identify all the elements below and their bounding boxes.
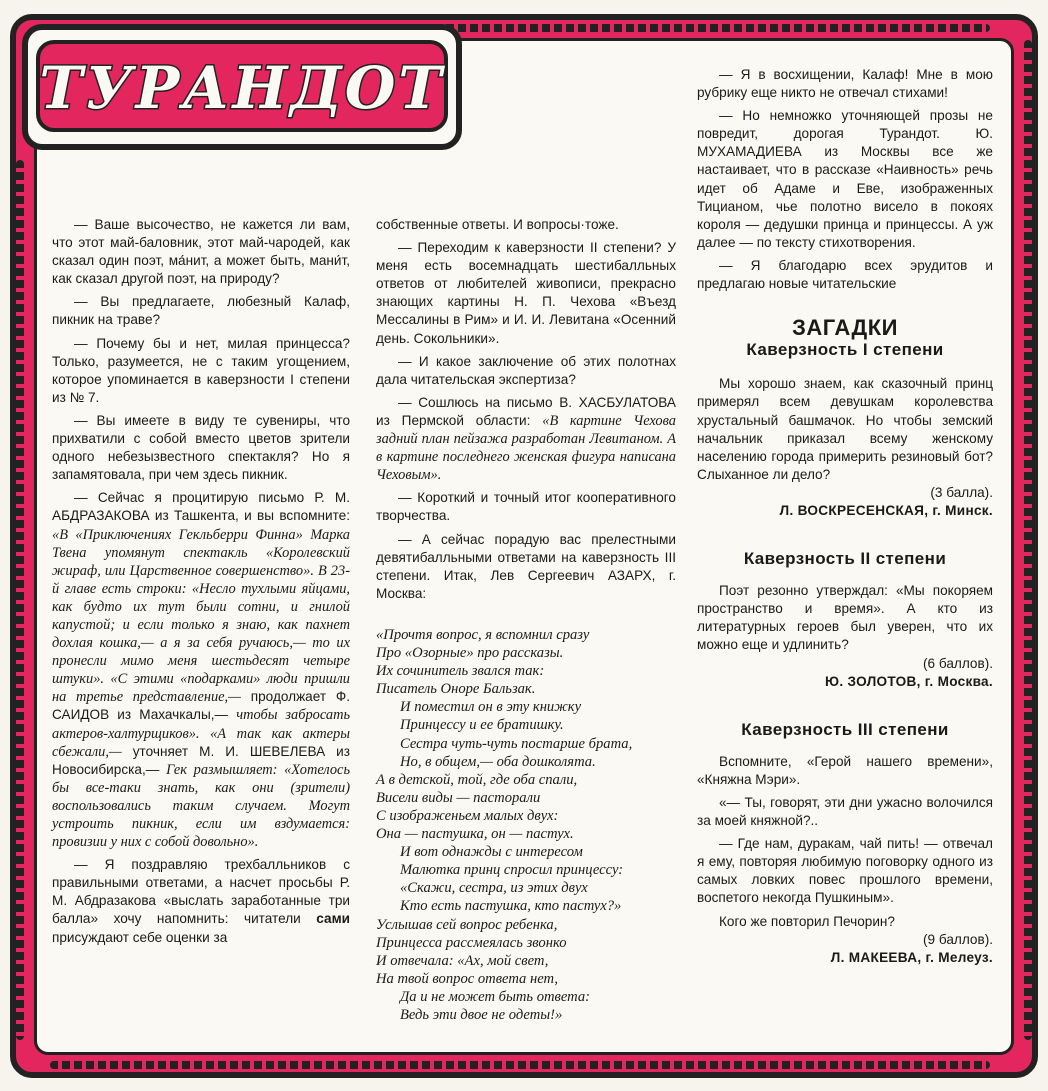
poem [376,626,676,1024]
quote-run: «В картине Чехова задний план пейзажа разработан Левитаном. А в картине последнего женская фигура написана Чеховым». [376,412,676,484]
dialogue-paragraph: — Я в восхищении, Калаф! Мне в мою рубрику еще никто не отвечал стихами! [697,67,993,101]
poem-line: Их сочинитель звался так: [376,663,545,680]
poem-line: И поместил он в эту книжку [400,699,582,716]
poem-line: С изображеньем малых двух: [376,807,559,824]
riddle-1-heading: Каверзность I степени [746,340,944,360]
riddles-heading: ЗАГАДКИ [792,315,898,341]
column-2 [376,216,676,603]
dialogue-paragraph [52,489,350,851]
poem-line: И вот однажды с интересом [400,844,583,861]
riddle-1-points: (3 балла). [930,484,993,500]
dialogue-paragraph: — И какое заключение об этих полотнах дала читательская экспертиза? [376,353,676,387]
poem-line: Про «Озорные» про рассказы. [376,645,564,662]
dialogue-paragraph: — А сейчас порадую вас прелестными девятибалльными ответами на каверзность III степени. Итак, Лев Сергеевич АЗАРХ, г. Москва: [376,531,676,601]
dialogue-paragraph: — Я благодарю всех эрудитов и предлагаю новые читательские [697,257,993,292]
text-run: продолжает Ф. САИДОВ из Махачкалы,— [52,689,350,723]
dialogue-paragraph [52,856,350,946]
frame-chain-right [1024,40,1032,1040]
riddle-3-text: Вспомните, «Герой нашего времени», «Княжна Мэри». [697,753,993,787]
riddle-3-points: (9 баллов). [923,931,993,947]
poem-line: «Скажи, сестра, из этих двух [400,880,588,897]
riddle-3-text: — Где нам, дуракам, чай пить! — отвечал я ему, повторяя любимую поговорку одного из самых ловких повес прошлого времени, воспетого некогда Пушкиным». [697,836,993,906]
text-run: — Сошлюсь на письмо В. ХАСБУЛАТОВА из Пермской области: [376,394,676,428]
riddle-2-heading: Каверзность II степени [743,549,947,569]
turandot-logo [22,24,462,150]
poem-line: Услышав сей вопрос ребенка, [376,916,558,933]
dialogue-paragraph [376,394,676,484]
dialogue-paragraph: — Переходим к каверзности II степени? У меня есть восемнадцать шестибалльных ответов от любителей живописи, прекрасно знающих картины Н. П. Чехова «Въезд Мессалины в Рим» и И. И. Левитана «Осенний день. Сокольники». [376,240,676,346]
dialogue-paragraph: — Вы имеете в виду те сувениры, что прихватили с собой вместо цветов зрители одного небезызвестного спектакля? Но я запамятовала, при чем здесь пикник. [52,412,350,483]
dialogue-paragraph: — Ваше высочество, не кажется ли вам, что этот май-баловник, этот май-чародей, как сказал один поэт, ма́нит, а может быть, мани́т, как сказал другой поэт, на природу? [52,217,350,287]
text-run: присуждают себе оценки за [52,929,228,945]
poem-line: Ведь эти двое не одеты!» [400,1006,563,1023]
dialogue-paragraph: собственные ответы. И вопросы·тоже. [376,217,619,232]
column-1 [52,216,350,947]
frame-chain-bottom [50,1061,990,1069]
poem-line: Сестра чуть-чуть постарше брата, [400,735,633,752]
riddle-3-author: Л. МАКЕЕВА, г. Мелеуз. [830,949,993,965]
riddle-1-text: Мы хорошо знаем, как сказочный принц примерял всем девушкам королевства хрустальный башмачок. Но чтобы земский начальник приказал всему женскому населению города примерить резиновый бот? Слыханное ли дело? [697,376,993,482]
riddle-3-heading: Каверзность III степени [741,719,949,739]
riddle-2-text: Поэт резонно утверждал: «Мы покоряем пространство и время». А кто из литературных героев был уверен, что их можно еще и удлинить? [697,583,993,653]
dialogue-paragraph: — Но немножко уточняющей прозы не повредит, дорогая Турандот. Ю. МУХАМАДИЕВА из Москвы все же настаивает, что в рассказе «Наивность» речь идет об Адаме и Еве, изображенных Тицианом, чье полотно висело в покоях короля — дедушки принца и принцессы. А уж далее — по тексту стихотворения. [697,108,993,250]
poem-line: Малютка принц спросил принцессу: [400,862,624,879]
text-run: — Сейчас я процитирую письмо Р. М. АБДРАЗАКОВА из Ташкента, и вы вспомните: [52,490,350,524]
poem-line: И отвечала: «Ах, мой свет, [376,952,549,969]
poem-line: Она — пастушка, он — пастух. [376,826,574,843]
dialogue-paragraph: — Вы предлагаете, любезный Калаф, пикник на траве? [52,294,350,328]
emphasis-run: сами [316,911,350,927]
quote-run: «В «Приключениях Гекльберри Финна» Марка Твена упомянут спектакль «Королевский жираф, или Царственное совершенство». В 23-й главе есть строки: «Несло тухлыми яйцами, как будто их тут были сотни, и гнилой капустой; и если только я знаю, как пахнет дохлая кошка,— а я за себя ручаюсь,— то их пронесли мимо меня шестьдесят четыре штуки». «С этими «подарками» люди пришли на третье представление,— [52,526,350,706]
quote-run: чтобы забросать актеров-халтурщиков». [52,707,351,742]
riddle-3-question: Кого же повторил Печорин? [719,913,895,929]
poem-line: Принцесса рассмеялась звонко [376,934,567,951]
dialogue-paragraph: — Почему бы и нет, милая принцесса? Только, разумеется, не с таким угощением, которое упоминается в каверзности I степени из № 7. [52,335,350,405]
riddle-3-text: «— Ты, говорят, эти дни ужасно волочился за моей княжной?.. [697,795,993,829]
poem-line: На твой вопрос ответа нет, [376,970,559,987]
poem-line: Писатель Оноре Бальзак. [376,681,536,698]
riddle-2-author: Ю. ЗОЛОТОВ, г. Москва. [825,673,993,689]
poem-line: А в детской, той, где оба спали, [376,771,578,788]
poem-line: «Прочтя вопрос, я вспомнил сразу [376,627,590,643]
quote-run: «А так как актеры сбежали,— [52,725,350,760]
poem-line: Кто есть пастушка, кто пастух?» [400,898,622,915]
frame-chain-left [16,160,24,1040]
column-3 [697,66,993,967]
poem-line: Висели виды — пасторали [376,789,541,806]
logo-graphic [36,38,448,136]
riddle-2-points: (6 баллов). [923,655,993,671]
logo-text: ТУРАНДОТ [39,54,445,122]
poem-line: Но, в общем,— оба дошколята. [400,753,596,770]
poem-line: Да и не может быть ответа: [400,988,591,1005]
text-run: — Я поздравляю трехбалльников с правильными ответами, а насчет просьбы Р. М. Абдразакова «выслать заработанные три балла» хочу напомнить: читатели [52,857,350,927]
text-run: уточняет М. И. ШЕВЕЛЕВА из Новосибирска,— [52,743,350,777]
riddle-1-author: Л. ВОСКРЕСЕНСКАЯ, г. Минск. [779,502,993,518]
dialogue-paragraph: — Короткий и точный итог кооперативного творчества. [376,490,676,524]
poem-line: Принцессу и ее братишку. [400,717,564,734]
quote-run: Гек размышляет: «Хотелось бы все-таки знать, как они (зрители) воспользовались таким случаем. Могут устроить пикник, если им вздумается: провизии у них с собой довольно». [52,761,350,851]
